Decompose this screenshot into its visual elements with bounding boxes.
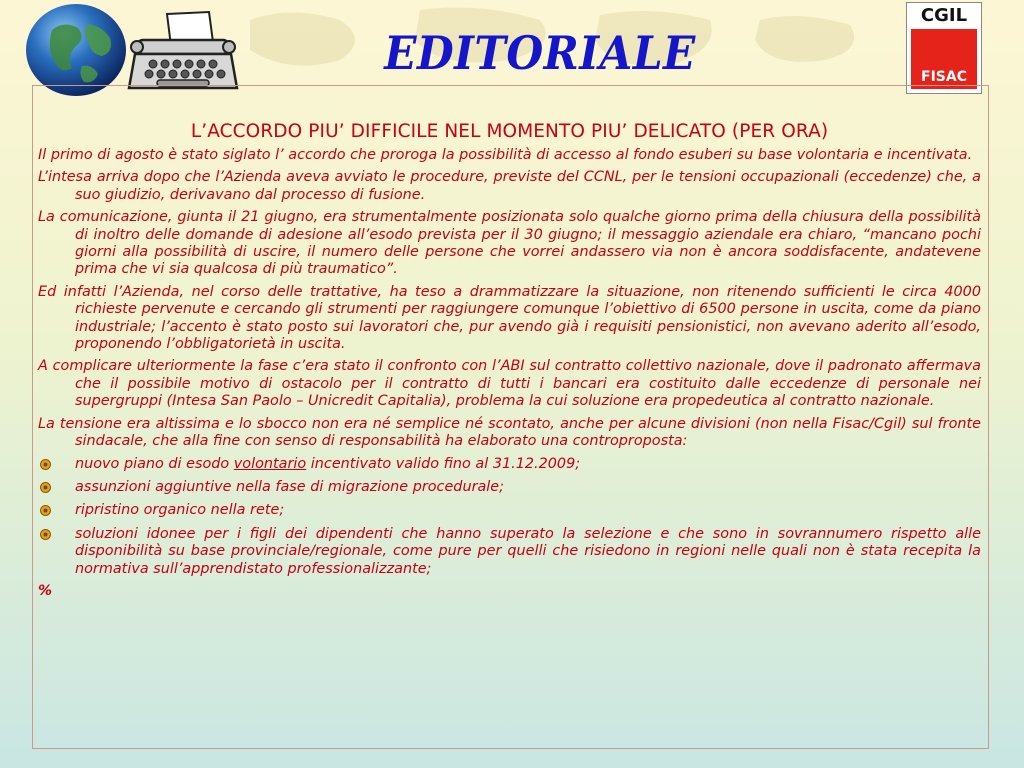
bullet-text: soluzioni idonee per i figli dei dipendenti che hanno superato la selezione e che sono in sovrannumero rispetto alle disponibilità su base provinciale/regionale, come pure per quelli che risiedono in regioni nelle quali non è stata recepita la normativa sull’apprendistato professionalizzante; (75, 525, 981, 577)
paragraph: Il primo di agosto è stato siglato l’ accordo che proroga la possibilità di accesso al fondo esuberi su base volontaria e incentivata. (38, 147, 973, 163)
bullet-text: ripristino organico nella rete; (75, 502, 285, 519)
article (38, 120, 981, 599)
end-mark: % (38, 582, 53, 599)
article-headline: L’ACCORDO PIU’ DIFFICILE NEL MOMENTO PIU’ DELICATO (PER ORA) (190, 121, 829, 142)
bullet-text-underlined: volontario (233, 455, 307, 472)
cgil-fisac-logo (906, 2, 982, 94)
page-title: EDITORIALE (384, 26, 696, 80)
typewriter-icon (127, 10, 239, 96)
list-item (38, 526, 981, 578)
bullet-text: assunzioni aggiuntive nella fase di migrazione procedurale; (75, 478, 504, 495)
bullet-icon (40, 459, 51, 470)
globe-icon (22, 2, 130, 98)
paragraph: La comunicazione, giunta il 21 giugno, era strumentalmente posizionata solo qualche giorno prima della chiusura della possibilità di inoltro delle domande di adesione all’esodo prevista per il 30 giugno; il messaggio aziendale era chiaro, “mancano pochi giorni alla possibilità di uscire, il numero delle persone che vorrei andassero via non è ancora soddisfacente, andatevene prima che vi sia qualcosa di più traumatico”. (38, 209, 981, 278)
bullet-text: nuovo piano di esodo (75, 455, 234, 472)
logo-red-box (911, 29, 977, 89)
proposal-list (38, 456, 981, 578)
bullet-icon (40, 505, 51, 516)
bullet-icon (40, 482, 51, 493)
list-item (38, 479, 981, 496)
paragraph: Ed infatti l’Azienda, nel corso delle trattative, ha teso a drammatizzare la situazione, non ritenendo sufficienti le circa 4000 richieste pervenute e cercando gli strumenti per raggiungere comunque l’obiettivo di 6500 persone in uscita, come da piano industriale; l’accento è stato posto sui lavoratori che, pur avendo già i requisiti pensionistici, non avevano aderito all’esodo, proponendo l’obbligatorietà in uscita. (38, 283, 981, 353)
bullet-icon (40, 529, 51, 540)
paragraph: A complicare ulteriormente la fase c’era stato il confronto con l’ABI sul contratto collettivo nazionale, dove il padronato affermava che il possibile motivo di ostacolo per il contratto di tutti i bancari era costituito dalle eccedenze di personale nei supergruppi (Intesa San Paolo – Unicredit Capitalia), problema la cui soluzione era propedeutica al contratto nazionale. (38, 358, 981, 410)
paragraph: L’intesa arriva dopo che l’Azienda aveva avviato le procedure, previste del CCNL, per le tensioni occupazionali (eccedenze) che, a suo giudizio, derivavano dal processo di fusione. (38, 169, 981, 203)
paragraph: La tensione era altissima e lo sbocco non era né semplice né scontato, anche per alcune divisioni (non nella Fisac/Cgil) sul fronte sindacale, che alla fine con senso di responsabilità ha elaborato una controproposta: (38, 415, 981, 450)
logo-fisac-text: FISAC (921, 69, 967, 85)
list-item (38, 456, 981, 473)
logo-cgil-text: CGIL (920, 5, 968, 26)
list-item (38, 502, 981, 519)
bullet-text: incentivato valido fino al 31.12.2009; (306, 455, 581, 472)
